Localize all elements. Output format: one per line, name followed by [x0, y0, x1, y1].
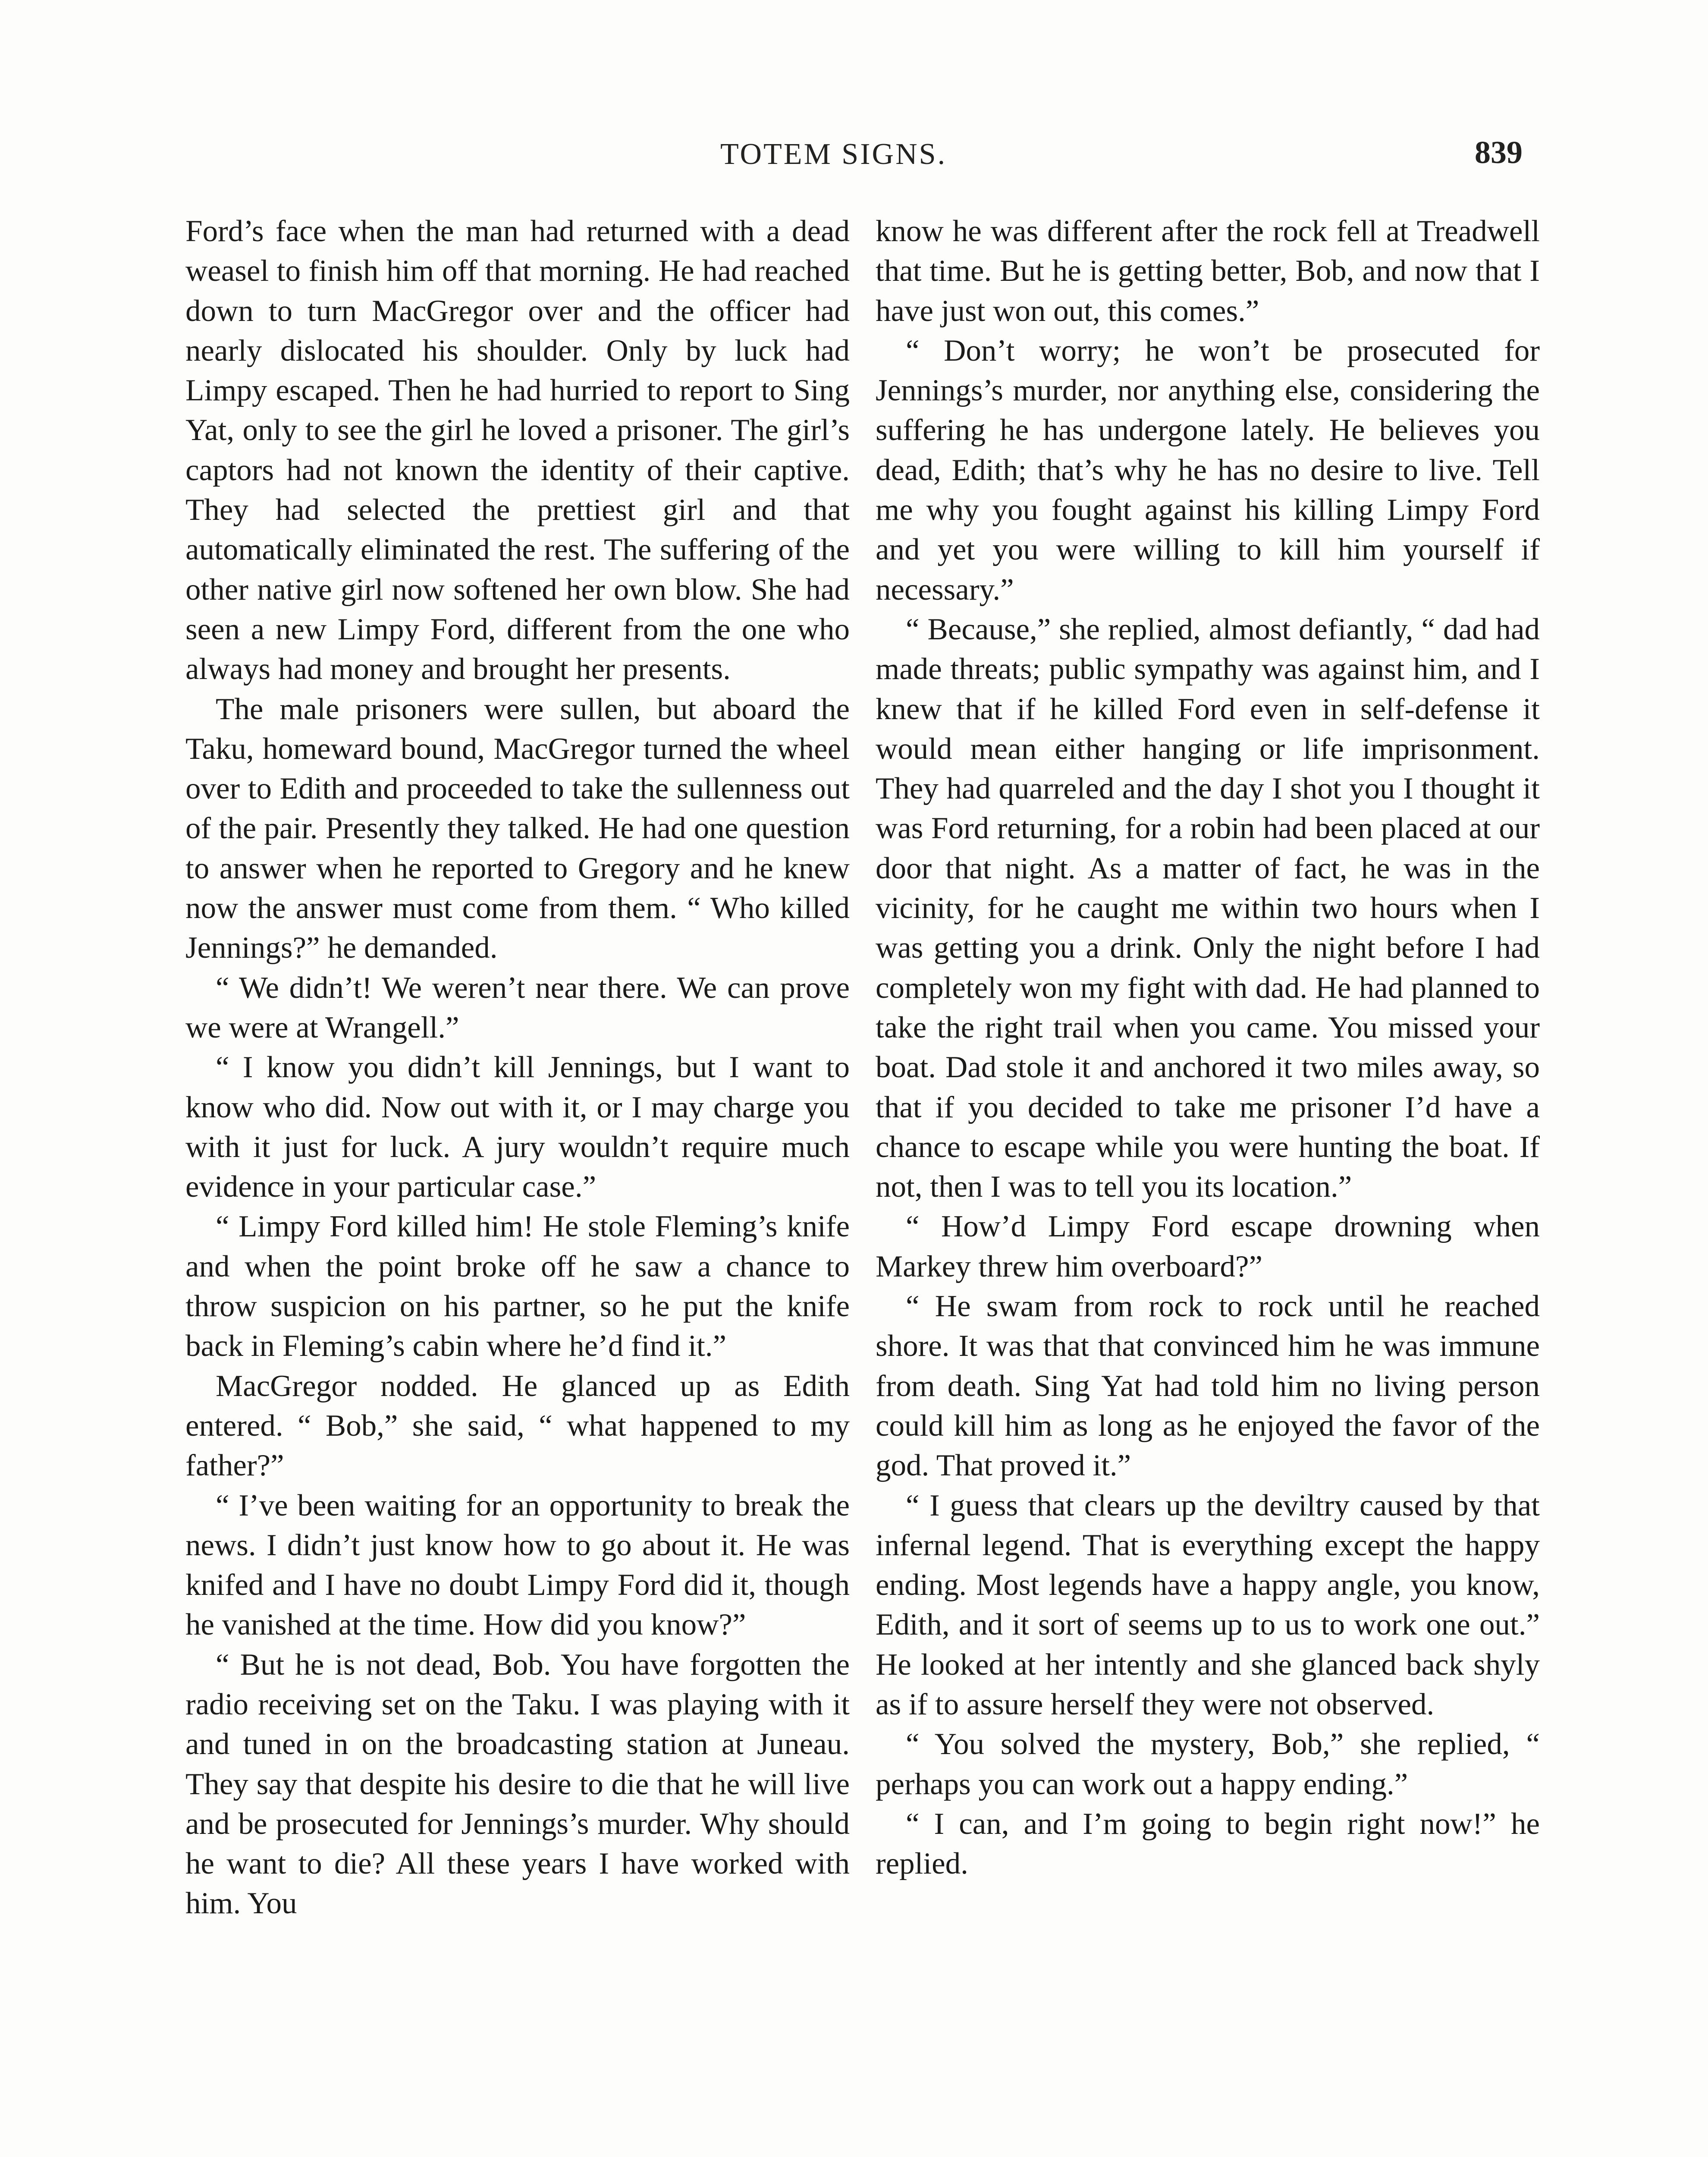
paragraph: MacGregor nodded. He glanced up as Edith entered. “ Bob,” she said, “ what happened to my father?”: [185, 1369, 850, 1483]
paragraph: “ I guess that clears up the deviltry caused by that infernal legend. That is everything except the happy ending. Most legends have a happy angle, you know, Edith, and it sort of seems up to us to work one out.” He looked at her intently and she glanced back shyly as if to assure herself they were not observed.: [876, 1488, 1540, 1721]
paragraph: “ How’d Limpy Ford escape drowning when Markey threw him overboard?”: [876, 1210, 1540, 1283]
paragraph: “ I’ve been waiting for an opportunity to break the news. I didn’t just know how to go about it. He was knifed and I have no doubt Limpy Ford did it, though he vanished at the time. How did you know?”: [185, 1488, 850, 1642]
paragraph: “ You solved the mystery, Bob,” she replied, “ perhaps you can work out a happy ending.”: [876, 1727, 1540, 1801]
paragraph: “ I know you didn’t kill Jennings, but I want to know who did. Now out with it, or I may charge you with it just for luck. A jury wouldn’t require much evidence in your particular case.”: [185, 1050, 850, 1204]
paragraph: “ Don’t worry; he won’t be prosecuted for Jennings’s murder, nor anything else, considering the suffering he has undergone lately. He believes you dead, Edith; that’s why he has no desire to live. Tell me why you fought against his killing Limpy Ford and yet you were willing to kill him yourself if necessary.”: [876, 333, 1540, 607]
paragraph: “ Limpy Ford killed him! He stole Fleming’s knife and when the point broke off he saw a chance to throw suspicion on his partner, so he put the knife back in Fleming’s cabin where he’d find it.”: [185, 1210, 850, 1363]
running-title: TOTEM SIGNS.: [720, 138, 947, 171]
page-number: 839: [1475, 135, 1523, 170]
paragraph: “ He swam from rock to rock until he reached shore. It was that that convinced him he was immune from death. Sing Yat had told him no living person could kill him as long as he enjoyed the favor of the god. That proved it.”: [876, 1289, 1540, 1483]
paragraph: “ Because,” she replied, almost defiantly, “ dad had made threats; public sympathy was against him, and I knew that if he killed Ford even in self-defense it would mean either hanging or life imprisonment. They had quarreled and the day I shot you I thought it was Ford returning, for a robin had been placed at our door that night. As a matter of fact, he was in the vicinity, for he caught me within two hours when I was getting you a drink. Only the night before I had completely won my fight with dad. He had planned to take the right trail when you came. You missed your boat. Dad stole it and anchored it two miles away, so that if you decided to take me prisoner I’d have a chance to escape while you were hunting the boat. If not, then I was to tell you its location.”: [876, 612, 1540, 1204]
paragraph: “ I can, and I’m going to begin right now!” he replied.: [876, 1807, 1540, 1881]
paragraph: Ford’s face when the man had returned with a dead weasel to finish him off that morning. He had reached down to turn MacGregor over and the officer had nearly dislocated his shoulder. Only by luck had Limpy escaped. Then he had hurried to report to Sing Yat, only to see the girl he loved a prisoner. The girl’s captors had not known the identity of their captive. They had selected the prettiest girl and that automatically eliminated the rest. The suffering of the other native girl now softened her own blow. She had seen a new Limpy Ford, different from the one who always had money and brought her presents.: [185, 214, 850, 686]
right-column: [876, 211, 1540, 1883]
left-column: [185, 211, 850, 1924]
paragraph: “ But he is not dead, Bob. You have forgotten the radio receiving set on the Taku. I was playing with it and tuned in on the broadcasting station at Juneau. They say that despite his desire to die that he will live and be prosecuted for Jennings’s murder. Why should he want to die? All these years I have worked with him. You: [185, 1648, 850, 1921]
paragraph: The male prisoners were sullen, but aboard the Taku, homeward bound, MacGregor turned the wheel over to Edith and proceeded to take the sullenness out of the pair. Presently they talked. He had one question to answer when he reported to Gregory and he knew now the answer must come from them. “ Who killed Jennings?” he demanded.: [185, 692, 850, 965]
paragraph: “ We didn’t! We weren’t near there. We can prove we were at Wrangell.”: [185, 971, 850, 1044]
paragraph: know he was different after the rock fell at Treadwell that time. But he is getting better, Bob, and now that I have just won out, this comes.”: [876, 214, 1540, 328]
